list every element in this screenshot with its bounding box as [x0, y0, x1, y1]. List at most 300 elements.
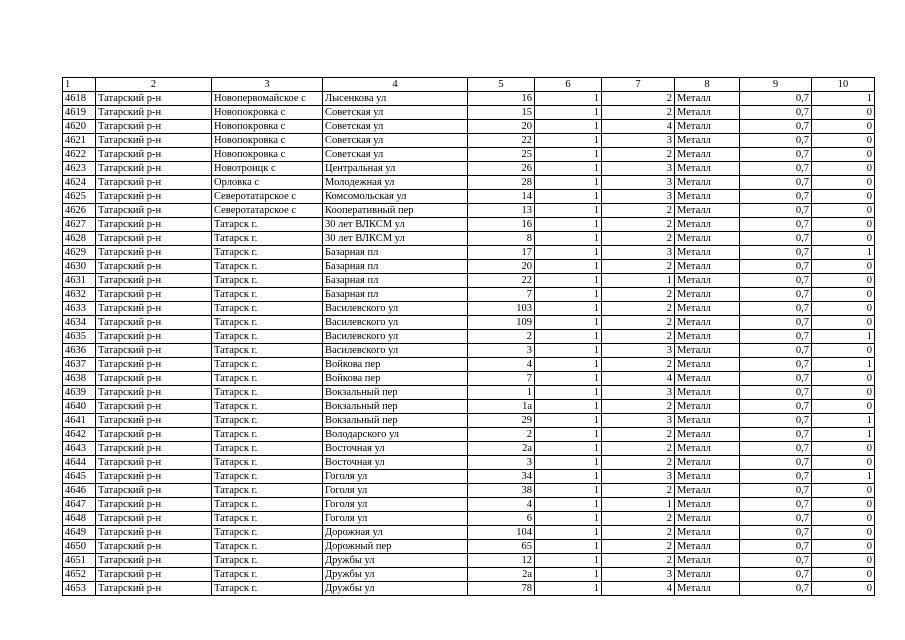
- district-cell: Татарский р-н: [96, 120, 212, 134]
- house-cell: 13: [468, 204, 535, 218]
- col6-cell: 1: [535, 204, 602, 218]
- material-cell: Металл: [675, 414, 740, 428]
- material-cell: Металл: [675, 456, 740, 470]
- house-cell: 104: [468, 526, 535, 540]
- col7-cell: 3: [602, 344, 675, 358]
- house-cell: 15: [468, 106, 535, 120]
- col7-cell: 2: [602, 288, 675, 302]
- col7-cell: 4: [602, 582, 675, 596]
- col9-cell: 0,7: [740, 526, 812, 540]
- street-cell: Василевского ул: [323, 316, 468, 330]
- col10-cell: 0: [812, 162, 875, 176]
- row-number-cell: 4620: [63, 120, 96, 134]
- material-cell: Металл: [675, 106, 740, 120]
- district-cell: Татарский р-н: [96, 526, 212, 540]
- table-row: [63, 288, 875, 302]
- table-row: [63, 512, 875, 526]
- locality-cell: Новопокровка с: [212, 120, 323, 134]
- col7-cell: 3: [602, 470, 675, 484]
- material-cell: Металл: [675, 470, 740, 484]
- table-row: [63, 204, 875, 218]
- col9-cell: 0,7: [740, 386, 812, 400]
- material-cell: Металл: [675, 176, 740, 190]
- table-row: [63, 330, 875, 344]
- table-row: [63, 260, 875, 274]
- col10-cell: 0: [812, 260, 875, 274]
- street-cell: Базарная пл: [323, 246, 468, 260]
- row-number-cell: 4634: [63, 316, 96, 330]
- col7-cell: 3: [602, 190, 675, 204]
- table-row: [63, 428, 875, 442]
- locality-cell: Татарск г.: [212, 316, 323, 330]
- col7-cell: 3: [602, 246, 675, 260]
- table-row: [63, 484, 875, 498]
- material-cell: Металл: [675, 246, 740, 260]
- material-cell: Металл: [675, 442, 740, 456]
- locality-cell: Татарск г.: [212, 442, 323, 456]
- house-cell: 2: [468, 330, 535, 344]
- col6-cell: 1: [535, 442, 602, 456]
- locality-cell: Татарск г.: [212, 372, 323, 386]
- street-cell: Советская ул: [323, 134, 468, 148]
- table-row: [63, 372, 875, 386]
- row-number-cell: 4635: [63, 330, 96, 344]
- col6-cell: 1: [535, 92, 602, 106]
- col7-cell: 2: [602, 484, 675, 498]
- table-row: [63, 190, 875, 204]
- locality-cell: Татарск г.: [212, 568, 323, 582]
- column-header: 7: [602, 78, 675, 92]
- house-cell: 14: [468, 190, 535, 204]
- street-cell: Гоголя ул: [323, 484, 468, 498]
- table-row: [63, 106, 875, 120]
- locality-cell: Татарск г.: [212, 414, 323, 428]
- locality-cell: Татарск г.: [212, 330, 323, 344]
- col10-cell: 0: [812, 498, 875, 512]
- district-cell: Татарский р-н: [96, 414, 212, 428]
- locality-cell: Татарск г.: [212, 302, 323, 316]
- house-cell: 20: [468, 120, 535, 134]
- district-cell: Татарский р-н: [96, 428, 212, 442]
- street-cell: Вокзальный пер: [323, 400, 468, 414]
- col9-cell: 0,7: [740, 120, 812, 134]
- col6-cell: 1: [535, 582, 602, 596]
- col7-cell: 2: [602, 526, 675, 540]
- street-cell: Кооперативный пер: [323, 204, 468, 218]
- locality-cell: Татарск г.: [212, 512, 323, 526]
- street-cell: Базарная пл: [323, 260, 468, 274]
- col6-cell: 1: [535, 162, 602, 176]
- col10-cell: 0: [812, 190, 875, 204]
- table-row: [63, 134, 875, 148]
- street-cell: Советская ул: [323, 148, 468, 162]
- locality-cell: Татарск г.: [212, 218, 323, 232]
- street-cell: Гоголя ул: [323, 498, 468, 512]
- street-cell: Дорожная ул: [323, 526, 468, 540]
- col10-cell: 0: [812, 148, 875, 162]
- col7-cell: 3: [602, 176, 675, 190]
- col9-cell: 0,7: [740, 344, 812, 358]
- col9-cell: 0,7: [740, 512, 812, 526]
- district-cell: Татарский р-н: [96, 358, 212, 372]
- locality-cell: Новопокровка с: [212, 106, 323, 120]
- house-cell: 2: [468, 428, 535, 442]
- material-cell: Металл: [675, 512, 740, 526]
- col6-cell: 1: [535, 414, 602, 428]
- col10-cell: 0: [812, 204, 875, 218]
- house-cell: 2а: [468, 442, 535, 456]
- col7-cell: 3: [602, 414, 675, 428]
- house-cell: 4: [468, 358, 535, 372]
- street-cell: Володарского ул: [323, 428, 468, 442]
- col9-cell: 0,7: [740, 428, 812, 442]
- table-row: [63, 92, 875, 106]
- row-number-cell: 4619: [63, 106, 96, 120]
- col6-cell: 1: [535, 246, 602, 260]
- material-cell: Металл: [675, 498, 740, 512]
- table-row: [63, 456, 875, 470]
- col7-cell: 2: [602, 442, 675, 456]
- row-number-cell: 4631: [63, 274, 96, 288]
- col7-cell: 3: [602, 162, 675, 176]
- col10-cell: 0: [812, 134, 875, 148]
- col10-cell: 0: [812, 554, 875, 568]
- col9-cell: 0,7: [740, 190, 812, 204]
- street-cell: Советская ул: [323, 106, 468, 120]
- district-cell: Татарский р-н: [96, 372, 212, 386]
- col6-cell: 1: [535, 344, 602, 358]
- row-number-cell: 4621: [63, 134, 96, 148]
- data-table: [62, 77, 875, 596]
- col6-cell: 1: [535, 456, 602, 470]
- table-row: [63, 554, 875, 568]
- col10-cell: 1: [812, 92, 875, 106]
- row-number-cell: 4647: [63, 498, 96, 512]
- col10-cell: 0: [812, 442, 875, 456]
- street-cell: Войкова пер: [323, 372, 468, 386]
- table-row: [63, 414, 875, 428]
- district-cell: Татарский р-н: [96, 316, 212, 330]
- house-cell: 38: [468, 484, 535, 498]
- row-number-cell: 4646: [63, 484, 96, 498]
- col10-cell: 1: [812, 428, 875, 442]
- locality-cell: Татарск г.: [212, 540, 323, 554]
- col10-cell: 0: [812, 274, 875, 288]
- col9-cell: 0,7: [740, 148, 812, 162]
- material-cell: Металл: [675, 204, 740, 218]
- col7-cell: 2: [602, 218, 675, 232]
- street-cell: Василевского ул: [323, 344, 468, 358]
- house-cell: 22: [468, 134, 535, 148]
- material-cell: Металл: [675, 218, 740, 232]
- table-row: [63, 344, 875, 358]
- street-cell: Центральная ул: [323, 162, 468, 176]
- col10-cell: 0: [812, 386, 875, 400]
- column-header: 2: [96, 78, 212, 92]
- locality-cell: Новопервомайское с: [212, 92, 323, 106]
- col6-cell: 1: [535, 218, 602, 232]
- col7-cell: 3: [602, 568, 675, 582]
- street-cell: Дружбы ул: [323, 568, 468, 582]
- material-cell: Металл: [675, 582, 740, 596]
- house-cell: 20: [468, 260, 535, 274]
- row-number-cell: 4644: [63, 456, 96, 470]
- col7-cell: 2: [602, 456, 675, 470]
- house-cell: 2а: [468, 568, 535, 582]
- locality-cell: Татарск г.: [212, 260, 323, 274]
- col9-cell: 0,7: [740, 176, 812, 190]
- locality-cell: Новопокровка с: [212, 148, 323, 162]
- material-cell: Металл: [675, 568, 740, 582]
- row-number-cell: 4649: [63, 526, 96, 540]
- col10-cell: 1: [812, 246, 875, 260]
- locality-cell: Татарск г.: [212, 400, 323, 414]
- col9-cell: 0,7: [740, 260, 812, 274]
- table-row: [63, 400, 875, 414]
- col9-cell: 0,7: [740, 106, 812, 120]
- material-cell: Металл: [675, 148, 740, 162]
- material-cell: Металл: [675, 92, 740, 106]
- material-cell: Металл: [675, 288, 740, 302]
- material-cell: Металл: [675, 120, 740, 134]
- column-header: 6: [535, 78, 602, 92]
- locality-cell: Татарск г.: [212, 288, 323, 302]
- table-row: [63, 176, 875, 190]
- material-cell: Металл: [675, 540, 740, 554]
- locality-cell: Татарск г.: [212, 554, 323, 568]
- row-number-cell: 4630: [63, 260, 96, 274]
- district-cell: Татарский р-н: [96, 190, 212, 204]
- district-cell: Татарский р-н: [96, 260, 212, 274]
- locality-cell: Татарск г.: [212, 344, 323, 358]
- street-cell: Базарная пл: [323, 274, 468, 288]
- material-cell: Металл: [675, 134, 740, 148]
- house-cell: 3: [468, 344, 535, 358]
- row-number-cell: 4651: [63, 554, 96, 568]
- material-cell: Металл: [675, 526, 740, 540]
- house-cell: 1: [468, 386, 535, 400]
- col6-cell: 1: [535, 512, 602, 526]
- material-cell: Металл: [675, 344, 740, 358]
- locality-cell: Татарск г.: [212, 582, 323, 596]
- col6-cell: 1: [535, 260, 602, 274]
- locality-cell: Северотатарское с: [212, 204, 323, 218]
- table-row: [63, 120, 875, 134]
- col9-cell: 0,7: [740, 414, 812, 428]
- locality-cell: Новотроицк с: [212, 162, 323, 176]
- locality-cell: Татарск г.: [212, 274, 323, 288]
- house-cell: 4: [468, 498, 535, 512]
- house-cell: 78: [468, 582, 535, 596]
- row-number-cell: 4627: [63, 218, 96, 232]
- district-cell: Татарский р-н: [96, 484, 212, 498]
- col9-cell: 0,7: [740, 498, 812, 512]
- street-cell: Дружбы ул: [323, 554, 468, 568]
- col7-cell: 2: [602, 302, 675, 316]
- table-row: [63, 358, 875, 372]
- house-cell: 22: [468, 274, 535, 288]
- col7-cell: 2: [602, 232, 675, 246]
- material-cell: Металл: [675, 190, 740, 204]
- col6-cell: 1: [535, 568, 602, 582]
- table-row: [63, 498, 875, 512]
- table-row: [63, 526, 875, 540]
- material-cell: Металл: [675, 316, 740, 330]
- district-cell: Татарский р-н: [96, 176, 212, 190]
- locality-cell: Татарск г.: [212, 386, 323, 400]
- locality-cell: Татарск г.: [212, 358, 323, 372]
- district-cell: Татарский р-н: [96, 456, 212, 470]
- house-cell: 3: [468, 456, 535, 470]
- district-cell: Татарский р-н: [96, 134, 212, 148]
- row-number-cell: 4639: [63, 386, 96, 400]
- col6-cell: 1: [535, 134, 602, 148]
- material-cell: Металл: [675, 302, 740, 316]
- table-row: [63, 218, 875, 232]
- street-cell: Дружбы ул: [323, 582, 468, 596]
- street-cell: Восточная ул: [323, 456, 468, 470]
- col9-cell: 0,7: [740, 400, 812, 414]
- col6-cell: 1: [535, 386, 602, 400]
- col10-cell: 0: [812, 232, 875, 246]
- col9-cell: 0,7: [740, 330, 812, 344]
- row-number-cell: 4648: [63, 512, 96, 526]
- district-cell: Татарский р-н: [96, 92, 212, 106]
- district-cell: Татарский р-н: [96, 582, 212, 596]
- street-cell: Вокзальный пер: [323, 414, 468, 428]
- col9-cell: 0,7: [740, 540, 812, 554]
- col10-cell: 0: [812, 568, 875, 582]
- house-cell: 26: [468, 162, 535, 176]
- col6-cell: 1: [535, 400, 602, 414]
- table-row: [63, 442, 875, 456]
- col6-cell: 1: [535, 554, 602, 568]
- street-cell: 30 лет ВЛКСМ ул: [323, 218, 468, 232]
- street-cell: Василевского ул: [323, 302, 468, 316]
- col9-cell: 0,7: [740, 358, 812, 372]
- col9-cell: 0,7: [740, 442, 812, 456]
- table-row: [63, 316, 875, 330]
- col10-cell: 0: [812, 344, 875, 358]
- street-cell: Василевского ул: [323, 330, 468, 344]
- col6-cell: 1: [535, 232, 602, 246]
- table-row: [63, 386, 875, 400]
- street-cell: Советская ул: [323, 120, 468, 134]
- row-number-cell: 4626: [63, 204, 96, 218]
- col10-cell: 0: [812, 512, 875, 526]
- col7-cell: 2: [602, 204, 675, 218]
- col9-cell: 0,7: [740, 456, 812, 470]
- street-cell: Базарная пл: [323, 288, 468, 302]
- district-cell: Татарский р-н: [96, 246, 212, 260]
- col9-cell: 0,7: [740, 204, 812, 218]
- material-cell: Металл: [675, 274, 740, 288]
- row-number-cell: 4636: [63, 344, 96, 358]
- col9-cell: 0,7: [740, 218, 812, 232]
- col10-cell: 1: [812, 470, 875, 484]
- house-cell: 25: [468, 148, 535, 162]
- street-cell: 30 лет ВЛКСМ ул: [323, 232, 468, 246]
- row-number-cell: 4624: [63, 176, 96, 190]
- house-cell: 8: [468, 232, 535, 246]
- col7-cell: 2: [602, 358, 675, 372]
- col9-cell: 0,7: [740, 554, 812, 568]
- row-number-cell: 4641: [63, 414, 96, 428]
- house-cell: 12: [468, 554, 535, 568]
- street-cell: Войкова пер: [323, 358, 468, 372]
- table-row: [63, 302, 875, 316]
- column-header: 1: [63, 78, 96, 92]
- col7-cell: 1: [602, 498, 675, 512]
- col9-cell: 0,7: [740, 134, 812, 148]
- col6-cell: 1: [535, 526, 602, 540]
- district-cell: Татарский р-н: [96, 162, 212, 176]
- material-cell: Металл: [675, 386, 740, 400]
- col6-cell: 1: [535, 190, 602, 204]
- col7-cell: 3: [602, 134, 675, 148]
- col10-cell: 0: [812, 316, 875, 330]
- col7-cell: 2: [602, 92, 675, 106]
- material-cell: Металл: [675, 554, 740, 568]
- col6-cell: 1: [535, 316, 602, 330]
- col10-cell: 0: [812, 372, 875, 386]
- row-number-cell: 4625: [63, 190, 96, 204]
- house-cell: 109: [468, 316, 535, 330]
- col7-cell: 2: [602, 316, 675, 330]
- col6-cell: 1: [535, 302, 602, 316]
- col9-cell: 0,7: [740, 246, 812, 260]
- col9-cell: 0,7: [740, 232, 812, 246]
- house-cell: 17: [468, 246, 535, 260]
- col10-cell: 1: [812, 414, 875, 428]
- row-number-cell: 4632: [63, 288, 96, 302]
- material-cell: Металл: [675, 372, 740, 386]
- district-cell: Татарский р-н: [96, 540, 212, 554]
- col10-cell: 0: [812, 302, 875, 316]
- house-cell: 28: [468, 176, 535, 190]
- col10-cell: 1: [812, 330, 875, 344]
- house-cell: 6: [468, 512, 535, 526]
- row-number-cell: 4652: [63, 568, 96, 582]
- header-row: [63, 78, 875, 92]
- table-row: [63, 162, 875, 176]
- col9-cell: 0,7: [740, 288, 812, 302]
- house-cell: 29: [468, 414, 535, 428]
- district-cell: Татарский р-н: [96, 512, 212, 526]
- col7-cell: 4: [602, 120, 675, 134]
- table-row: [63, 568, 875, 582]
- locality-cell: Татарск г.: [212, 470, 323, 484]
- district-cell: Татарский р-н: [96, 330, 212, 344]
- col10-cell: 0: [812, 120, 875, 134]
- col10-cell: 0: [812, 106, 875, 120]
- material-cell: Металл: [675, 484, 740, 498]
- district-cell: Татарский р-н: [96, 288, 212, 302]
- locality-cell: Татарск г.: [212, 246, 323, 260]
- row-number-cell: 4637: [63, 358, 96, 372]
- row-number-cell: 4640: [63, 400, 96, 414]
- material-cell: Металл: [675, 428, 740, 442]
- col10-cell: 0: [812, 540, 875, 554]
- col6-cell: 1: [535, 540, 602, 554]
- col10-cell: 0: [812, 456, 875, 470]
- row-number-cell: 4653: [63, 582, 96, 596]
- col9-cell: 0,7: [740, 302, 812, 316]
- col6-cell: 1: [535, 148, 602, 162]
- column-header: 8: [675, 78, 740, 92]
- col7-cell: 2: [602, 260, 675, 274]
- col10-cell: 1: [812, 358, 875, 372]
